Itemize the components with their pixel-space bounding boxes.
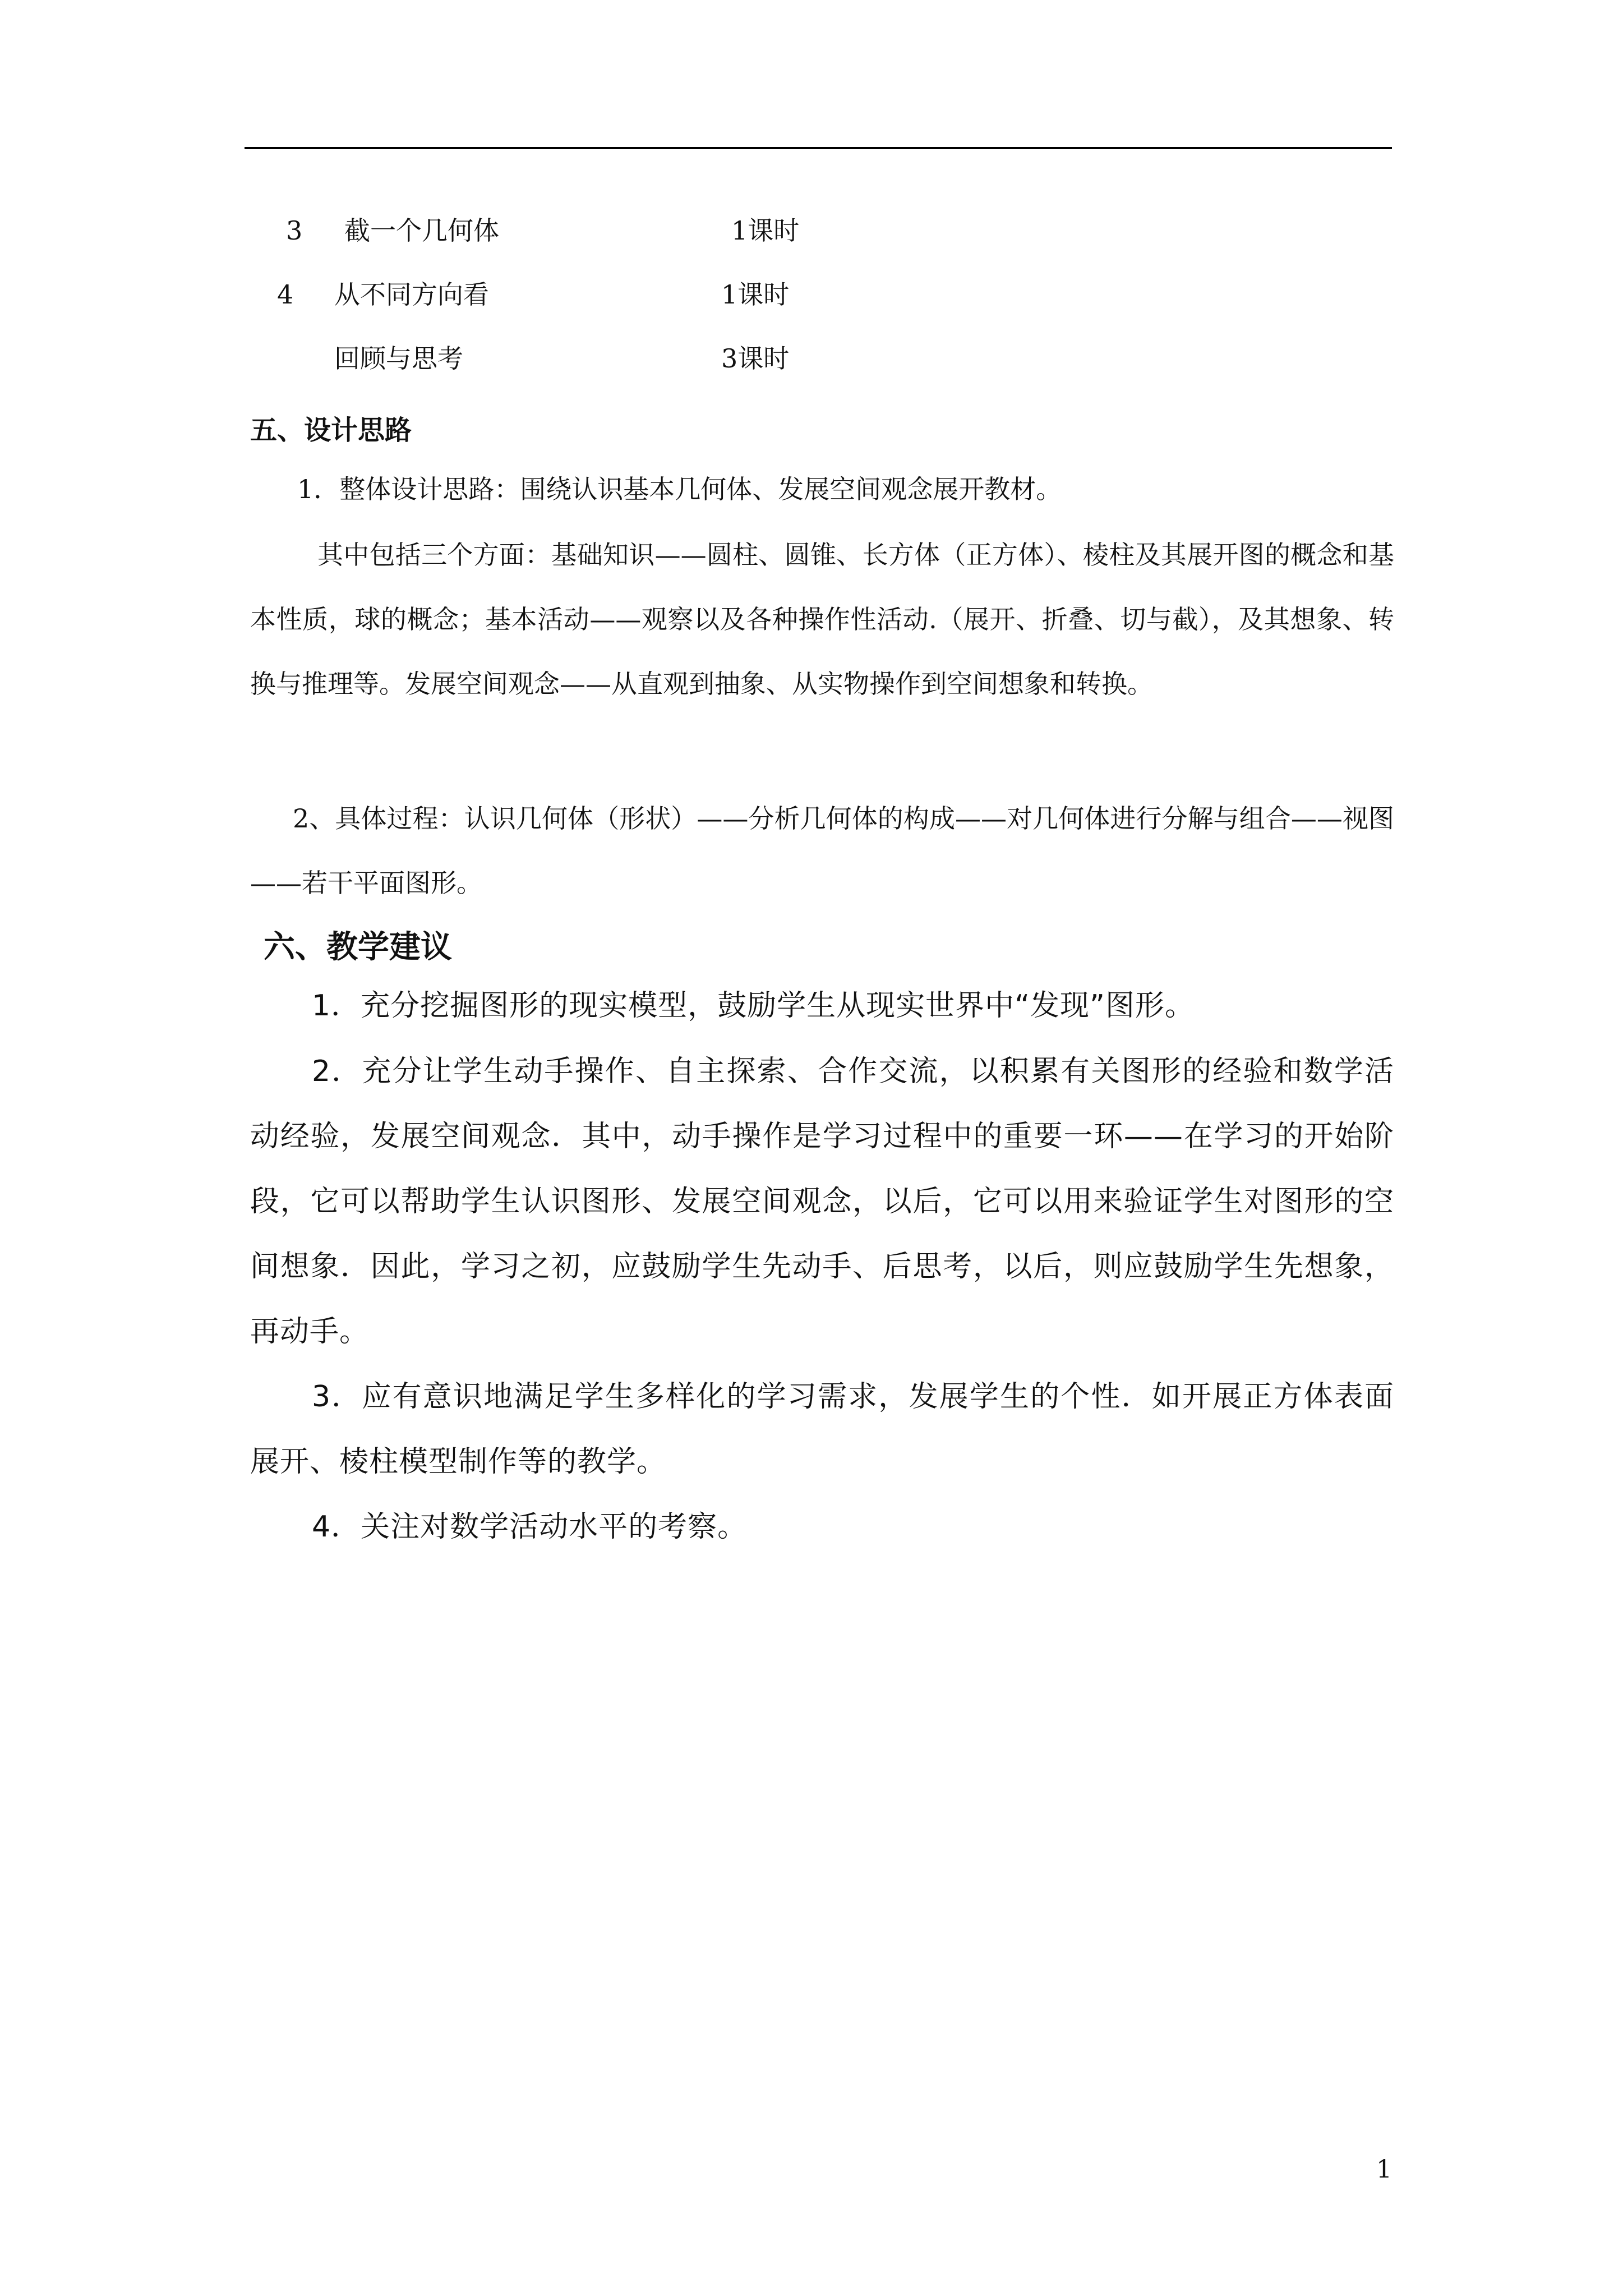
section6-item-3: 3．应有意识地满足学生多样化的学习需求，发展学生的个性．如开展正方体表面展开、棱柱模型制作等的教学。 (250, 1380, 1394, 1479)
schedule-row-2-number: 4 (277, 279, 294, 310)
section6-item-1: 1．充分挖掘图形的现实模型，鼓励学生从现实世界中“发现”图形。 (312, 989, 1195, 1023)
section5-paragraph-1: 1．整体设计思路：围绕认识基本几何体、发展空间观念展开教材。 (297, 474, 1062, 504)
section5-paragraph-3: 2、具体过程：认识几何体（形状）——分析几何体的构成——对几何体进行分解与组合——视图——若干平面图形。 (250, 803, 1394, 898)
schedule-row-1-hours: 1课时 (731, 215, 800, 246)
section5-paragraph-2: 其中包括三个方面：基础知识——圆柱、圆锥、长方体（正方体）、棱柱及其展开图的概念和基本性质，球的概念；基本活动——观察以及各种操作性活动.（展开、折叠、切与截），及其想象、转换与推理等。发展空间观念——从直观到抽象、从实物操作到空间想象和转换。 (250, 540, 1394, 699)
section6-item-2: 2．充分让学生动手操作、自主探索、合作交流，以积累有关图形的经验和数学活动经验，发展空间观念．其中，动手操作是学习过程中的重要一环——在学习的开始阶段，它可以帮助学生认识图形、发展空间观念，以后，它可以用来验证学生对图形的空间想象．因此，学习之初，应鼓励学生先动手、后思考，以后，则应鼓励学生先想象，再动手。 (250, 1055, 1394, 1349)
schedule-row-1-number: 3 (286, 215, 303, 246)
section6-item-4: 4．关注对数学活动水平的考察。 (312, 1510, 748, 1544)
schedule-row-2-hours: 1课时 (721, 279, 790, 310)
section5-title: 五、设计思路 (250, 415, 412, 446)
schedule-row-1-topic: 截一个几何体 (344, 215, 499, 246)
header-rule (245, 147, 1392, 149)
schedule-row-3-hours: 3课时 (721, 343, 790, 374)
section6-title: 六、教学建议 (264, 929, 452, 965)
schedule-row-3-topic: 回顾与思考 (334, 343, 463, 374)
schedule-row-2-topic: 从不同方向看 (334, 279, 489, 310)
page-number: 1 (1376, 2155, 1392, 2184)
